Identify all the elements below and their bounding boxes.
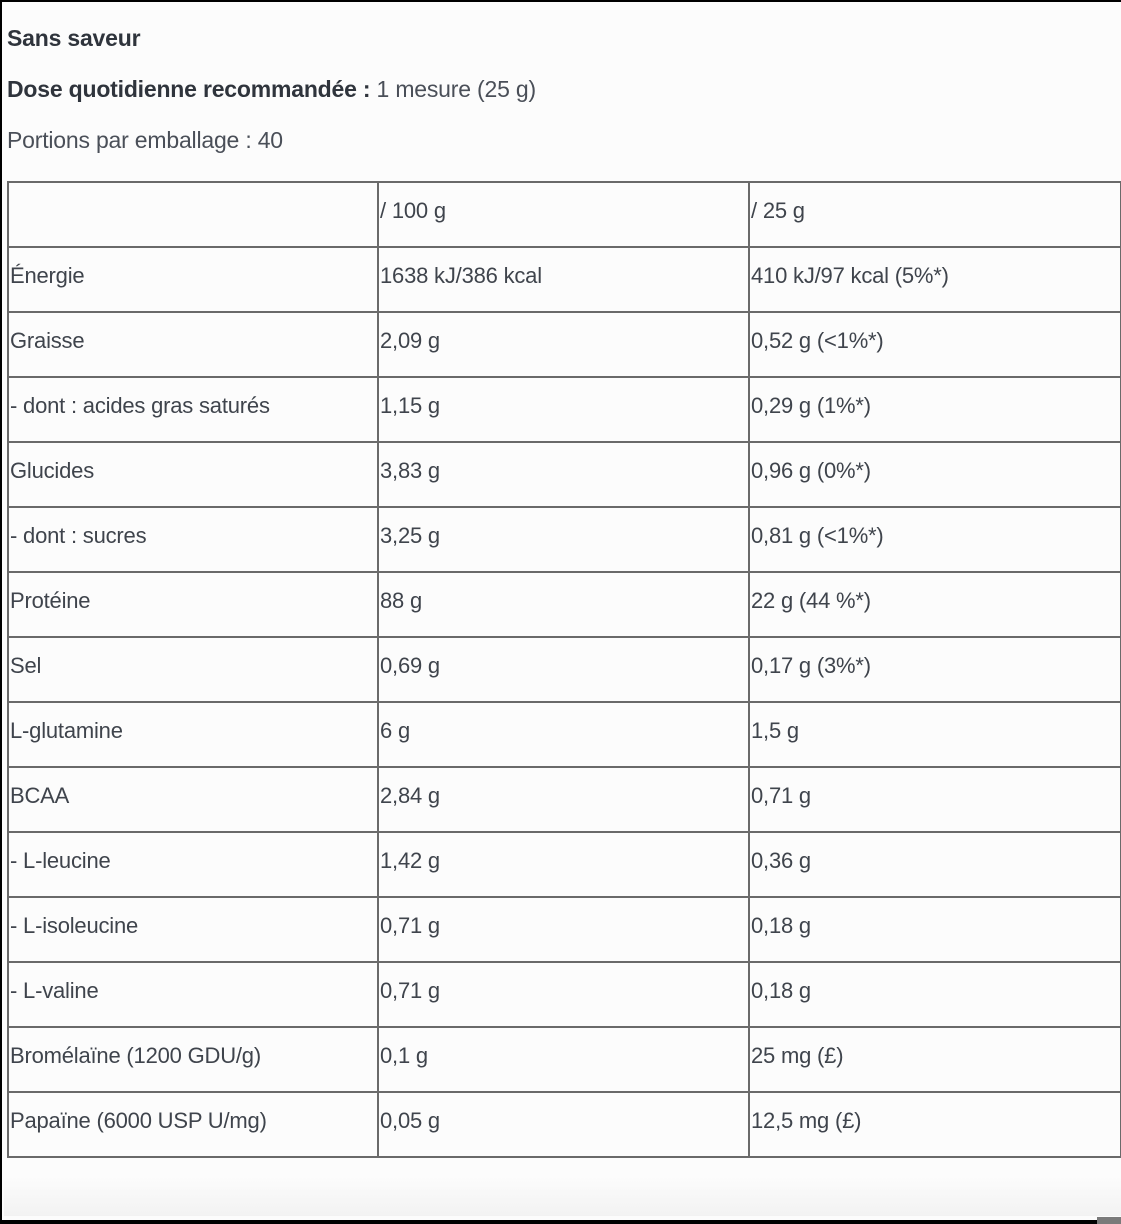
nutrient-name: - dont : sucres [8,507,378,572]
value-per-100g: 6 g [378,702,749,767]
value-per-25g: 0,18 g [749,897,1121,962]
table-row [8,312,1121,377]
nutrient-name: Énergie [8,247,378,312]
header-cell-per-25g: / 25 g [749,182,1121,247]
nutrient-name: - L-leucine [8,832,378,897]
nutrient-name: Papaïne (6000 USP U/mg) [8,1092,378,1157]
table-row [8,702,1121,767]
nutrient-name: L-glutamine [8,702,378,767]
value-per-25g: 0,18 g [749,962,1121,1027]
nutrient-name: Protéine [8,572,378,637]
value-per-100g: 2,84 g [378,767,749,832]
servings-line [7,126,283,154]
daily-dose-value: 1 mesure (25 g) [370,76,536,102]
value-per-100g: 3,83 g [378,442,749,507]
value-per-100g: 0,1 g [378,1027,749,1092]
nutrition-info-page [2,2,1121,1220]
value-per-100g: 1638 kJ/386 kcal [378,247,749,312]
value-per-100g: 0,05 g [378,1092,749,1157]
nutrient-name: Glucides [8,442,378,507]
nutrient-name: Sel [8,637,378,702]
header-cell-per-100g: / 100 g [378,182,749,247]
value-per-25g: 12,5 mg (£) [749,1092,1121,1157]
table-row [8,1027,1121,1092]
table-row [8,767,1121,832]
value-per-100g: 0,71 g [378,897,749,962]
value-per-25g: 0,17 g (3%*) [749,637,1121,702]
value-per-100g: 1,15 g [378,377,749,442]
table-row [8,832,1121,897]
bottom-fade-overlay [4,1176,1121,1216]
table-row [8,637,1121,702]
scrollbar-thumb[interactable] [1097,1217,1121,1224]
nutrient-name: Bromélaïne (1200 GDU/g) [8,1027,378,1092]
value-per-25g: 1,5 g [749,702,1121,767]
value-per-25g: 0,52 g (<1%*) [749,312,1121,377]
header-cell-nutrient [8,182,378,247]
value-per-25g: 0,71 g [749,767,1121,832]
table-row [8,442,1121,507]
nutrient-name: - L-valine [8,962,378,1027]
table-row [8,572,1121,637]
table-row [8,247,1121,312]
value-per-100g: 88 g [378,572,749,637]
nutrient-name: - L-isoleucine [8,897,378,962]
flavor-label: Sans saveur [7,25,141,51]
table-header-row [8,182,1121,247]
table-row [8,962,1121,1027]
value-per-25g: 410 kJ/97 kcal (5%*) [749,247,1121,312]
value-per-100g: 0,71 g [378,962,749,1027]
daily-dose-line [7,75,536,103]
value-per-100g: 0,69 g [378,637,749,702]
value-per-25g: 25 mg (£) [749,1027,1121,1092]
value-per-25g: 0,36 g [749,832,1121,897]
nutrient-name: BCAA [8,767,378,832]
value-per-25g: 0,96 g (0%*) [749,442,1121,507]
table-row [8,897,1121,962]
value-per-100g: 1,42 g [378,832,749,897]
nutrient-name: Graisse [8,312,378,377]
table-row [8,377,1121,442]
table-row [8,1092,1121,1157]
nutrient-name: - dont : acides gras saturés [8,377,378,442]
value-per-25g: 22 g (44 %*) [749,572,1121,637]
nutrition-table [7,181,1121,1158]
table-row [8,507,1121,572]
servings-per-package: Portions par emballage : 40 [7,127,283,153]
value-per-25g: 0,81 g (<1%*) [749,507,1121,572]
daily-dose-label: Dose quotidienne recommandée : [7,76,371,102]
value-per-100g: 3,25 g [378,507,749,572]
value-per-25g: 0,29 g (1%*) [749,377,1121,442]
value-per-100g: 2,09 g [378,312,749,377]
flavor-line [7,24,140,52]
